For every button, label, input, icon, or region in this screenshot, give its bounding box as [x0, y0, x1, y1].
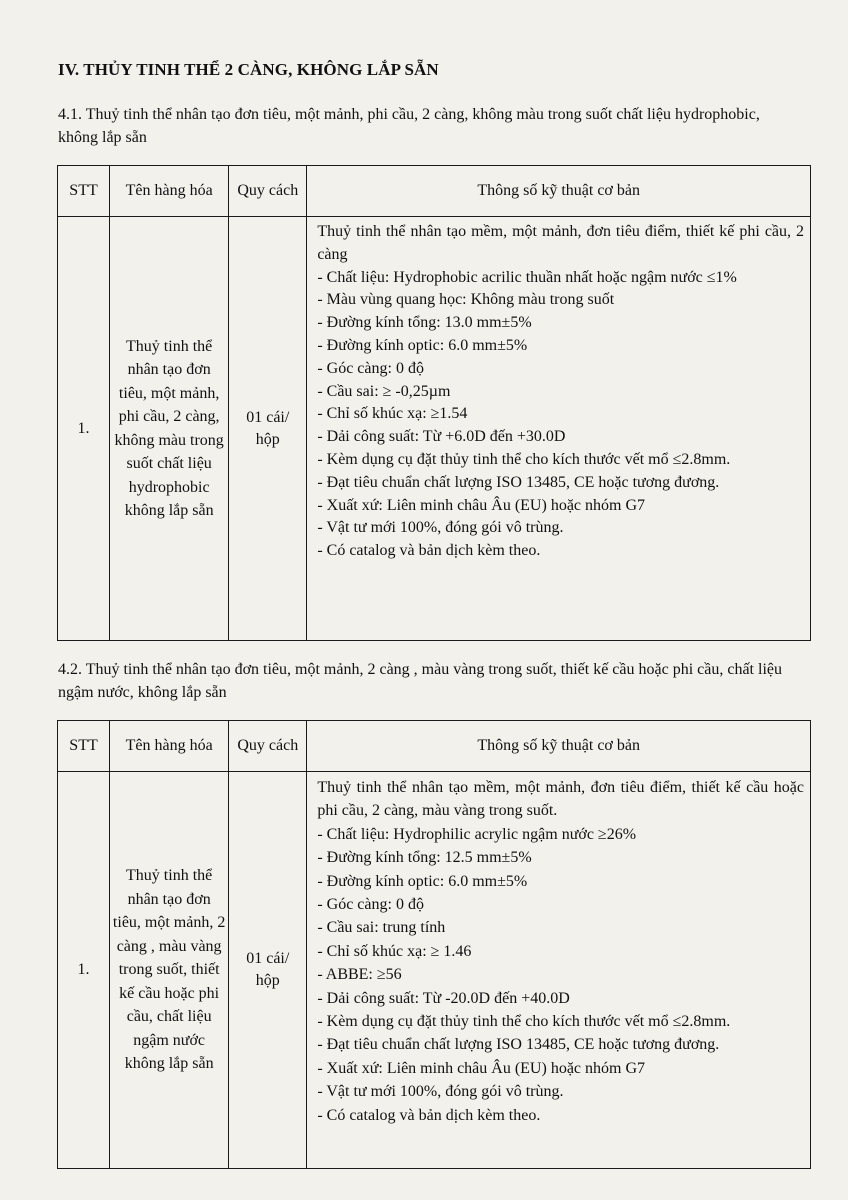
spec-line: Thuỷ tinh thể nhân tạo mềm, một mảnh, đơn tiêu điểm, thiết kế phi cầu, 2 càng [317, 223, 804, 263]
spec-line: - Chất liệu: Hydrophobic acrilic thuần nhất hoặc ngậm nước ≤1% [317, 268, 737, 286]
section-heading: IV. THỦY TINH THỂ 2 CÀNG, KHÔNG LẮP SẴN [58, 60, 439, 79]
spec-line: - Xuất xứ: Liên minh châu Âu (EU) hoặc nhóm G7 [317, 496, 646, 514]
header-stt: STT [58, 721, 110, 772]
spec-line: - Cầu sai: ≥ -0,25µm [317, 382, 451, 400]
row-unit-line2: hộp [255, 430, 280, 448]
item-4-1-description: 4.1. Thuỷ tinh thể nhân tạo đơn tiêu, một mảnh, phi cầu, 2 càng, không màu trong suốt chất liệu hydrophobic, không lắp sẵn [58, 106, 760, 146]
spec-line: - Kèm dụng cụ đặt thủy tinh thể cho kích thước vết mổ ≤2.8mm. [317, 450, 731, 468]
row-specs [307, 772, 811, 1169]
spec-line: - Kèm dụng cụ đặt thủy tinh thể cho kích thước vết mổ ≤2.8mm. [317, 1013, 731, 1031]
table-row [58, 217, 811, 641]
row-unit-line1: 01 cái/ [246, 408, 290, 426]
header-spec: Thông số kỹ thuật cơ bản [307, 166, 811, 217]
row-stt [58, 772, 110, 1169]
spec-line: - Góc càng: 0 độ [317, 359, 424, 377]
header-unit: Quy cách [229, 166, 307, 217]
spec-line: - Vật tư mới 100%, đóng gói vô trùng. [317, 519, 564, 537]
spec-line: - Đạt tiêu chuẩn chất lượng ISO 13485, CE hoặc tương đương. [317, 473, 720, 491]
header-spec: Thông số kỹ thuật cơ bản [307, 721, 811, 772]
spec-line: - Có catalog và bản dịch kèm theo. [317, 1106, 541, 1124]
header-unit: Quy cách [229, 721, 307, 772]
item-4-2-description: 4.2. Thuỷ tinh thể nhân tạo đơn tiêu, một mảnh, 2 càng , màu vàng trong suốt, thiết kế cầu hoặc phi cầu, chất liệu ngậm nước, không lắp sẵn [58, 661, 782, 701]
spec-line: - Dải công suất: Từ -20.0D đến +40.0D [317, 989, 570, 1007]
spec-line: - Cầu sai: trung tính [317, 919, 446, 937]
spec-line: - ABBE: ≥56 [317, 966, 402, 984]
table-header-row [58, 721, 811, 772]
spec-line: - Dải công suất: Từ +6.0D đến +30.0D [317, 428, 566, 446]
row-name: Thuỷ tinh thể nhân tạo đơn tiêu, một mảnh, phi cầu, 2 càng, không màu trong suốt chất liệu hydrophobic không lắp sẵn [110, 217, 229, 641]
row-stt-value: 1. [77, 961, 90, 978]
spec-line: - Đường kính tổng: 12.5 mm±5% [317, 849, 532, 867]
row-stt [58, 217, 110, 641]
spec-line: - Xuất xứ: Liên minh châu Âu (EU) hoặc nhóm G7 [317, 1059, 646, 1077]
spec-line: - Đạt tiêu chuẩn chất lượng ISO 13485, CE hoặc tương đương. [317, 1036, 720, 1054]
header-stt: STT [58, 166, 110, 217]
spec-line: - Đường kính tổng: 13.0 mm±5% [317, 314, 532, 332]
spec-line: - Chất liệu: Hydrophilic acrylic ngậm nước ≥26% [317, 825, 637, 843]
row-name: Thuỷ tinh thể nhân tạo đơn tiêu, một mảnh, 2 càng , màu vàng trong suốt, thiết kế cầu hoặc phi cầu, chất liệu ngậm nước không lắp sẵn [110, 772, 229, 1169]
spec-line: Thuỷ tinh thể nhân tạo mềm, một mảnh, đơn tiêu điểm, thiết kế cầu hoặc phi cầu, 2 càng, màu vàng trong suốt. [317, 779, 804, 820]
row-unit [229, 772, 307, 1169]
row-stt-value: 1. [77, 419, 90, 437]
table-header-row [58, 166, 811, 217]
row-unit [229, 217, 307, 641]
row-unit-line1: 01 cái/ [246, 950, 290, 967]
spec-line: - Chỉ số khúc xạ: ≥ 1.46 [317, 942, 472, 960]
spec-table-4-1 [57, 165, 811, 641]
spec-line: - Đường kính optic: 6.0 mm±5% [317, 872, 528, 890]
table-row [58, 772, 811, 1169]
header-name: Tên hàng hóa [110, 721, 229, 772]
row-unit-line2: hộp [255, 972, 280, 989]
header-name: Tên hàng hóa [110, 166, 229, 217]
spec-line: - Góc càng: 0 độ [317, 896, 424, 914]
spec-line: - Vật tư mới 100%, đóng gói vô trùng. [317, 1083, 564, 1101]
spec-line: - Màu vùng quang học: Không màu trong suốt [317, 291, 615, 309]
spec-table-4-2 [57, 720, 811, 1169]
spec-line: - Có catalog và bản dịch kèm theo. [317, 542, 541, 560]
spec-line: - Đường kính optic: 6.0 mm±5% [317, 336, 528, 354]
row-specs [307, 217, 811, 641]
spec-line: - Chỉ số khúc xạ: ≥1.54 [317, 405, 468, 423]
